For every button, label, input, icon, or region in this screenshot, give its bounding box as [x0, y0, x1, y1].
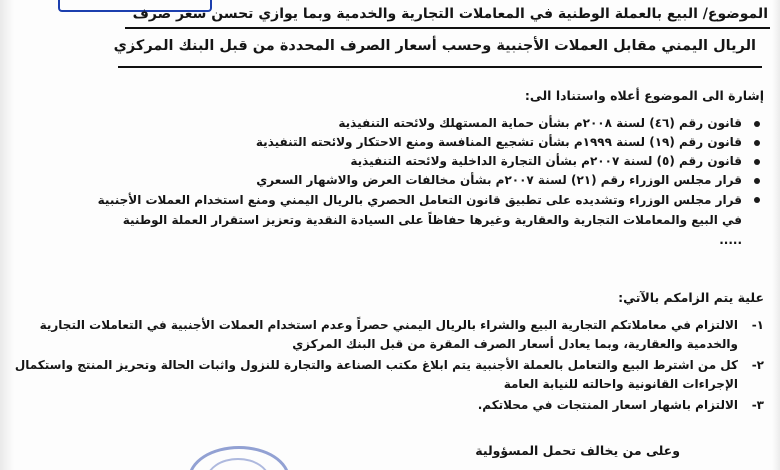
reference-text: قرار مجلس الوزراء وتشديده على تطبيق قانون التعامل الحصري بالريال اليمني ومنع استخدام العملات الأجنبية في البيع والمعاملات التجارية والعقارية وغيرها حفاظاً على السيادة النقدية وتعزيز استقرار العملة الوطنية .....: [97, 193, 742, 247]
reference-text: قانون رقم (١٩) لسنة ١٩٩٩م بشأن تشجيع المنافسة ومنع الاحتكار ولائحته التنفيذية: [255, 135, 742, 149]
intro-text: إشارة الى الموضوع أعلاه واستنادا الى:: [524, 88, 764, 103]
bullet-icon: [754, 159, 760, 165]
document-heading: الريال اليمني مقابل العملات الأجنبية وحسب أسعار الصرف المحددة من قبل البنك المركزي: [113, 38, 756, 54]
reference-item: [96, 152, 764, 171]
bullet-icon: [754, 197, 760, 203]
obligations-list: [14, 316, 764, 417]
obligation-text: الالتزام باشهار اسعار المنتجات في محلاتكم.: [477, 398, 738, 412]
scan-shadow-right: [772, 0, 780, 470]
obligation-item: [14, 356, 764, 394]
reference-item: [96, 114, 764, 133]
reference-item: [96, 133, 764, 152]
bullet-icon: [754, 178, 760, 184]
reference-text: قرار مجلس الوزراء رقم (٢١) لسنة ٢٠٠٧م بشأن مخالفات العرض والاشهار السعري: [256, 173, 742, 187]
reference-item: [96, 171, 764, 190]
bullet-icon: [754, 140, 760, 146]
reference-item: [96, 190, 764, 250]
subject-line: الموضوع/ البيع بالعملة الوطنية في المعاملات التجارية والخدمية وبما يوازي تحسن سعر صرف: [132, 6, 768, 22]
obligation-text: كل من اشترط البيع والتعامل بالعملة الأجنبية يتم ابلاغ مكتب الصناعة والتجارة للنزول واثبات الحالة وتحريز المنتج واستكمال الإجراءات القانونية واحالته للنيابة العامة: [14, 358, 738, 391]
reference-text: قانون رقم (٥) لسنة ٢٠٠٧م بشأن التجارة الداخلية ولائحته التنفيذية: [350, 154, 742, 168]
closing-line: وعلى من يخالف تحمل المسؤولية: [475, 443, 680, 458]
obligation-item: [14, 396, 764, 415]
obligation-number: ٣-: [751, 398, 764, 412]
bullet-icon: [754, 121, 760, 127]
references-list: [96, 114, 764, 250]
obligation-item: [14, 316, 764, 354]
obligation-number: ٢-: [751, 358, 764, 372]
reference-text: قانون رقم (٤٦) لسنة ٢٠٠٨م بشأن حماية المستهلك ولائحته التنفيذية: [338, 116, 742, 130]
scan-shadow-left: [0, 0, 14, 470]
heading-underline: [118, 66, 762, 68]
decision-intro: علية يتم الزامكم بالآتي:: [618, 290, 764, 305]
subject-underline: [125, 27, 770, 29]
obligation-number: ١-: [751, 318, 764, 332]
obligation-text: الالتزام في معاملاتكم التجارية البيع والشراء بالريال اليمني حصراً وعدم استخدام العملات الأجنبية في التعاملات التجارية والخدمية والعقارية، وبما يعادل أسعار الصرف المقرة من قبل البنك المركزي: [39, 318, 738, 351]
